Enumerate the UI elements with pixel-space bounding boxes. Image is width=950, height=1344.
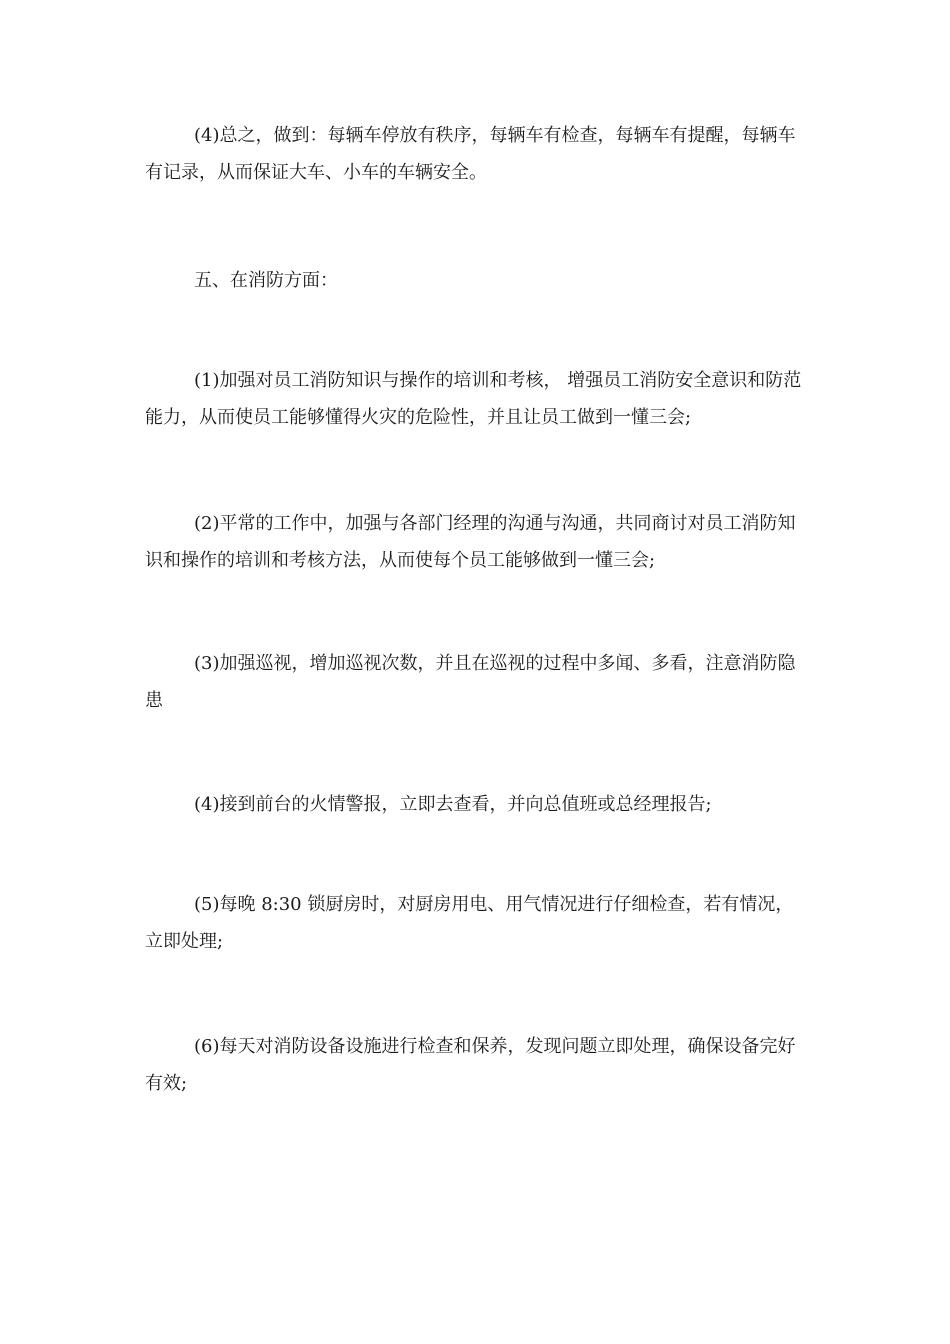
paragraph-fire-item-1: (1)加强对员工消防知识与操作的培训和考核， 增强员工消防安全意识和防范能力，从而使员工能够懂得火灾的危险性，并且让员工做到一懂三会; [145, 370, 802, 428]
paragraph-fire-item-2: (2)平常的工作中，加强与各部门经理的沟通与沟通，共同商讨对员工消防知识和操作的培训和考核方法，从而使每个员工能够做到一懂三会; [145, 513, 796, 571]
paragraph-fire-item-4: (4)接到前台的火情警报，立即去查看，并向总值班或总经理报告; [194, 794, 712, 815]
paragraph-fire-item-6: (6)每天对消防设备设施进行检查和保养，发现问题立即处理，确保设备完好有效; [145, 1036, 796, 1094]
section-heading-fire-safety: 五、在消防方面： [194, 270, 338, 291]
paragraph-vehicle-summary: (4)总之，做到：每辆车停放有秩序，每辆车有检查，每辆车有提醒，每辆车有记录，从而保证大车、小车的车辆安全。 [145, 125, 796, 183]
paragraph-fire-item-3: (3)加强巡视，增加巡视次数，并且在巡视的过程中多闻、多看，注意消防隐患 [145, 653, 796, 711]
paragraph-fire-item-5: (5)每晚 8:30 锁厨房时，对厨房用电、用气情况进行仔细检查，若有情况，立即处理; [145, 894, 794, 952]
